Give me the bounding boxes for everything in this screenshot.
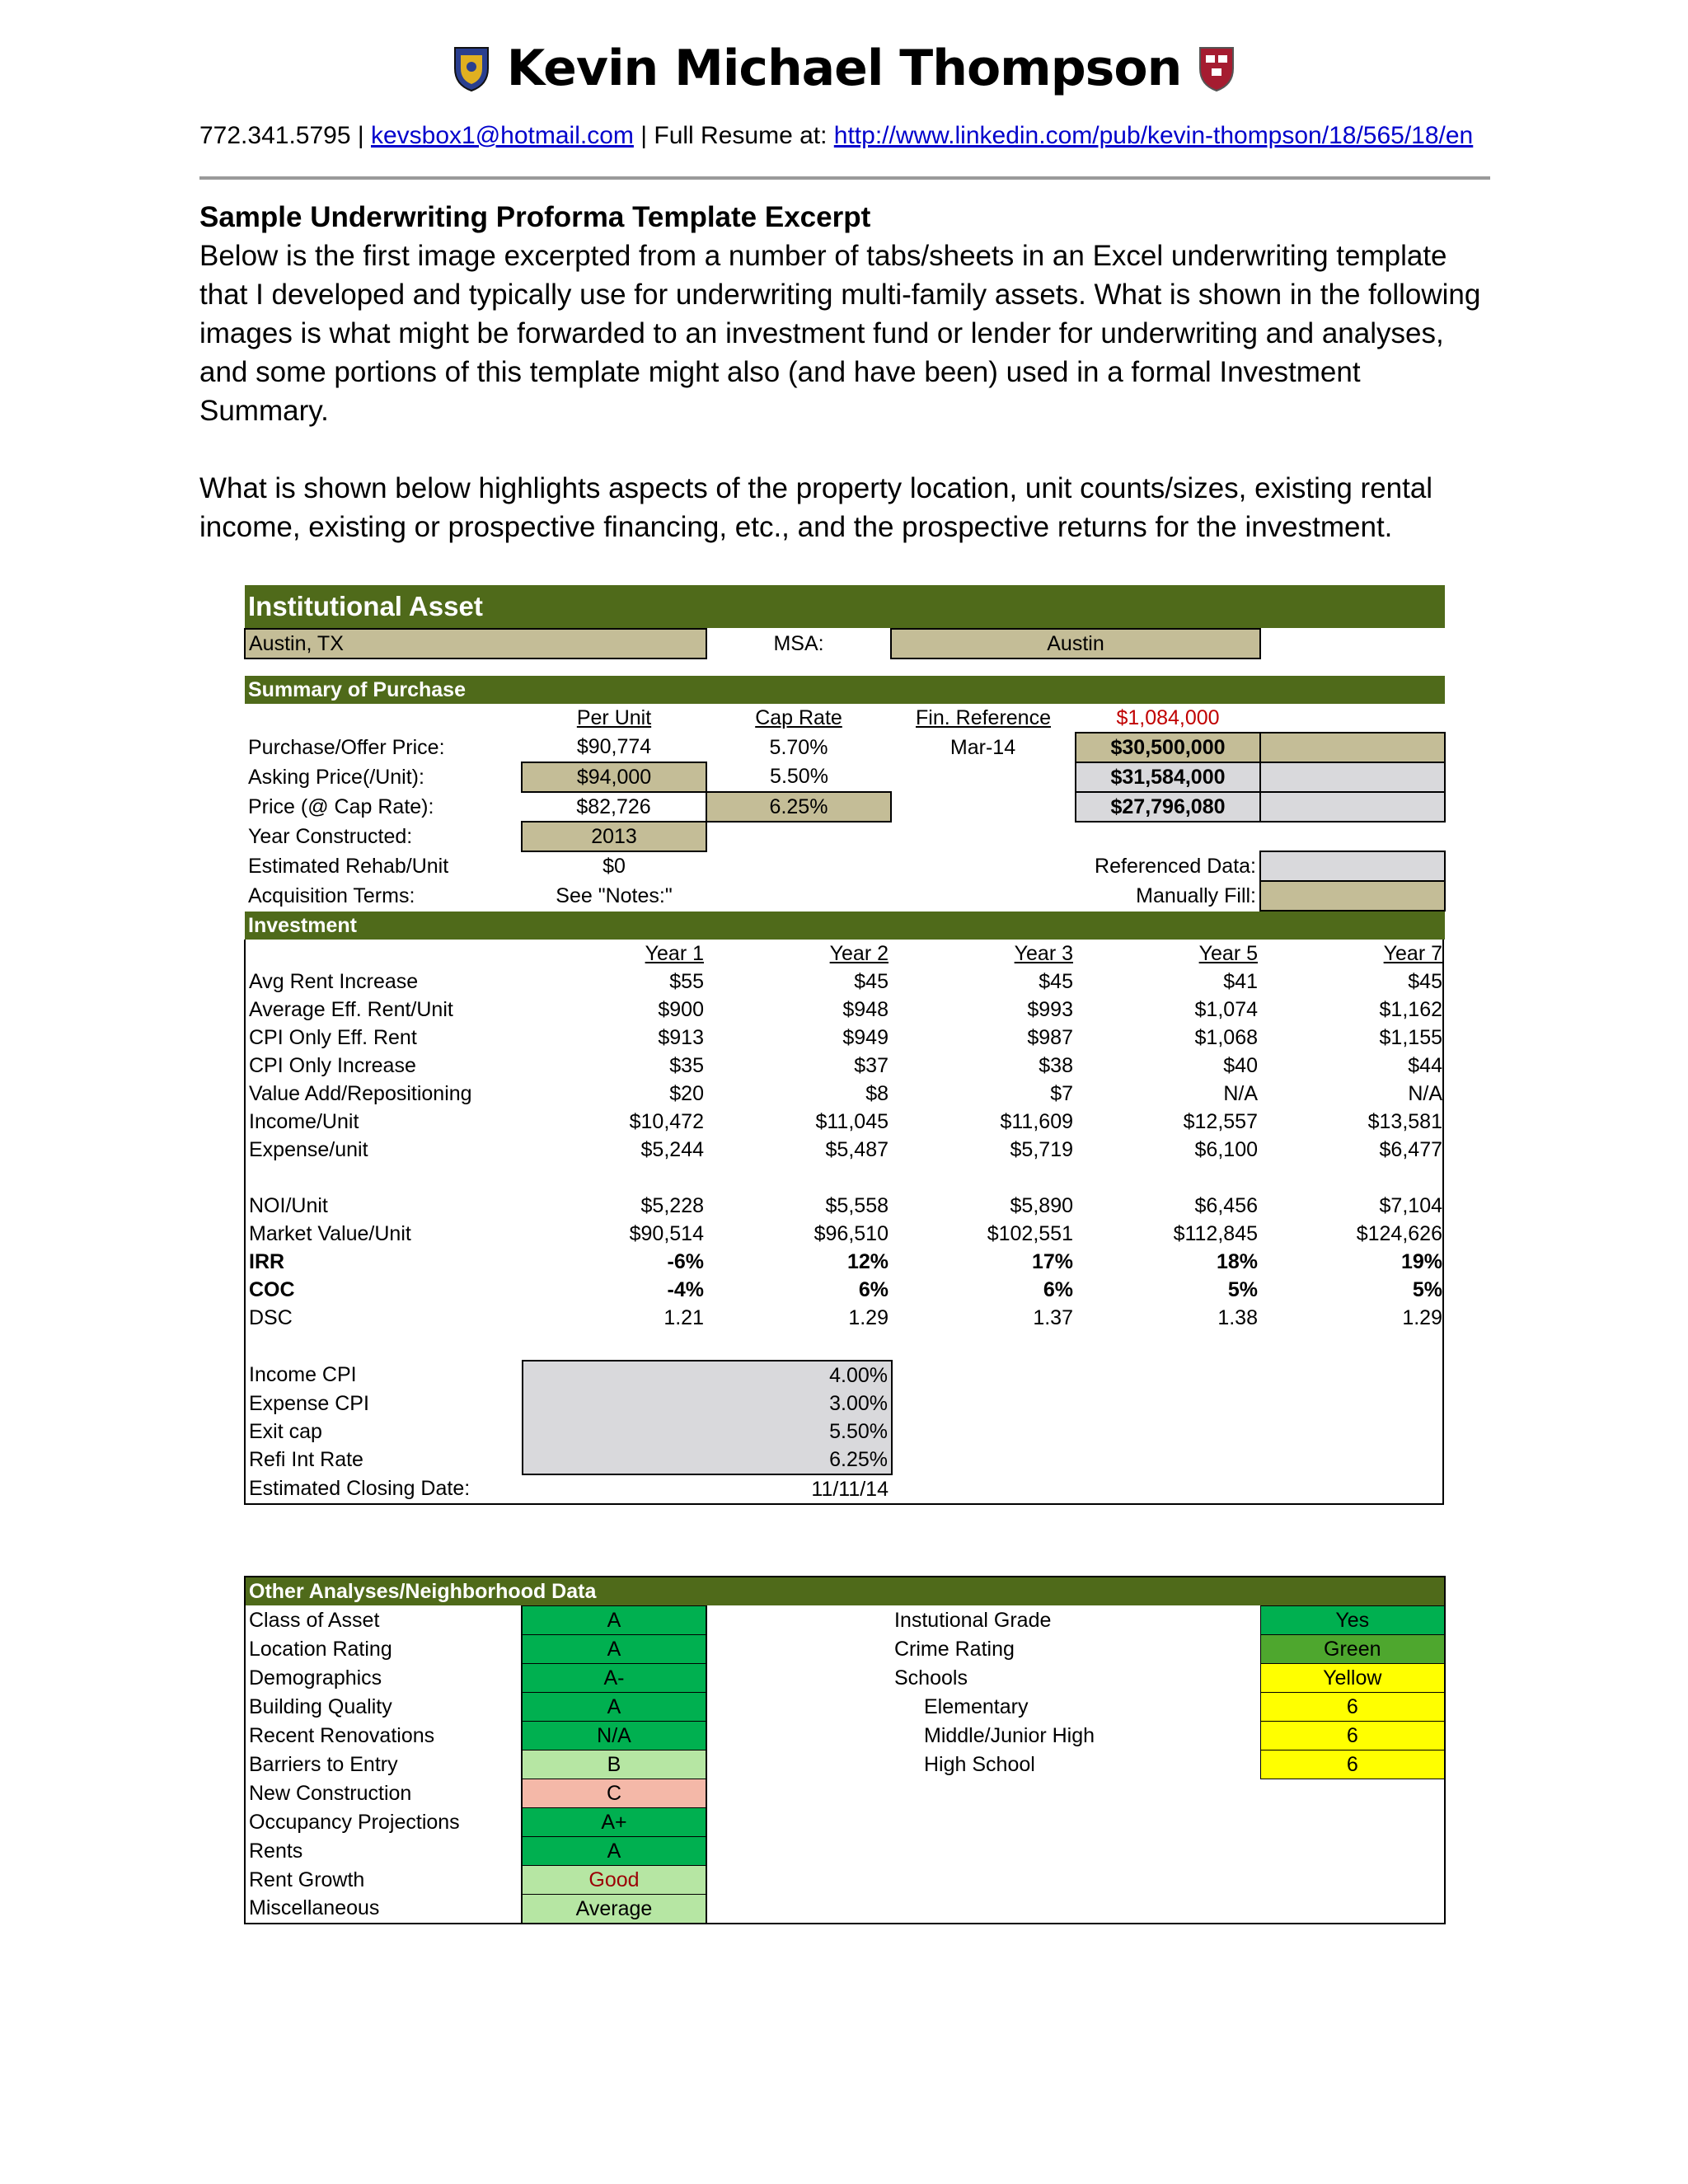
- row-label: Income/Unit: [249, 1109, 359, 1133]
- year-header-cell: Year 1: [645, 941, 704, 965]
- row-value: -4%: [667, 1277, 704, 1301]
- row-value: 1.37: [1033, 1305, 1073, 1329]
- assumption-value: 3.00%: [707, 1390, 892, 1418]
- phone: 772.341.5795: [199, 122, 351, 149]
- table-row: [245, 1606, 1445, 1635]
- separator: |: [350, 122, 371, 149]
- row-label: Avg Rent Increase: [249, 969, 419, 993]
- row-label: Average Eff. Rent/Unit: [249, 997, 453, 1021]
- table-row: [245, 1635, 1445, 1664]
- row-value: $20: [669, 1081, 704, 1105]
- table-row: [245, 1664, 1445, 1693]
- table-row: [246, 1220, 1446, 1248]
- empty-cell: [892, 1418, 1446, 1446]
- empty-cell: [891, 1837, 1445, 1866]
- row-value: $949: [842, 1025, 889, 1049]
- investment-title: Investment: [245, 911, 1445, 940]
- empty-cell: [891, 1808, 1445, 1837]
- row-value: N/A: [1408, 1081, 1442, 1105]
- ref-data-swatch: [1260, 851, 1445, 881]
- row-label: Location Rating: [249, 1637, 392, 1661]
- rating-value: A-: [522, 1664, 706, 1693]
- row-value: $96,510: [814, 1221, 889, 1245]
- asking-total: $31,584,000: [1076, 762, 1260, 792]
- empty-cell: [706, 1693, 891, 1722]
- year-header-cell: Year 3: [1014, 941, 1073, 965]
- row-value: $55: [669, 969, 704, 993]
- table-row: [246, 968, 1446, 996]
- row-value: $11,045: [815, 1109, 889, 1133]
- empty-cell: [706, 1606, 891, 1635]
- rating-value: N/A: [522, 1722, 706, 1750]
- intro-section: [199, 198, 1490, 546]
- row-label: Crime Rating: [894, 1637, 1015, 1661]
- manual-label: Manually Fill:: [1136, 883, 1256, 907]
- purchase-cap: 5.70%: [769, 735, 828, 759]
- year-header-cell: Year 5: [1198, 941, 1258, 965]
- separator: | Full Resume at:: [633, 122, 834, 149]
- table-row: [246, 1080, 1446, 1108]
- row-value: $5,487: [825, 1137, 889, 1161]
- row-value: $90,514: [629, 1221, 704, 1245]
- neighborhood-title: Other Analyses/Neighborhood Data: [245, 1577, 1445, 1606]
- row-value: 6%: [858, 1277, 889, 1301]
- neighborhood-table: [244, 1576, 1446, 1924]
- year-value: 2013: [522, 822, 706, 851]
- row-label: High School: [924, 1752, 1035, 1776]
- assumption-value: 4.00%: [707, 1361, 892, 1390]
- rating-value: 6: [1260, 1722, 1445, 1750]
- row-label: CPI Only Eff. Rent: [249, 1025, 417, 1049]
- email-link[interactable]: kevsbox1@hotmail.com: [370, 122, 634, 149]
- empty-cell: [706, 1866, 891, 1895]
- row-label: Expense/unit: [249, 1137, 368, 1161]
- row-value: $112,845: [1173, 1221, 1258, 1245]
- row-value: $12,557: [1183, 1109, 1258, 1133]
- row-label: Estimated Rehab/Unit: [248, 854, 449, 878]
- rating-value: A: [522, 1837, 706, 1866]
- row-value: $7: [1050, 1081, 1073, 1105]
- table-row: [246, 1052, 1446, 1080]
- row-label: CPI Only Increase: [249, 1053, 416, 1077]
- row-label: Building Quality: [249, 1694, 392, 1718]
- row-value: $102,551: [987, 1221, 1073, 1245]
- row-label: Income CPI: [249, 1363, 357, 1386]
- rating-value: A: [522, 1606, 706, 1635]
- empty-cell: [706, 1779, 891, 1808]
- row-value: $1,162: [1379, 997, 1442, 1021]
- row-label: Exit cap: [249, 1419, 322, 1443]
- row-value: 6%: [1043, 1277, 1073, 1301]
- row-value: $1,074: [1194, 997, 1258, 1021]
- row-value: $45: [1408, 969, 1442, 993]
- page-header: [0, 40, 1688, 97]
- asking-total-ext: [1260, 762, 1445, 792]
- empty-cell: [891, 762, 1076, 792]
- ref-data-label: Referenced Data:: [1095, 854, 1256, 878]
- empty-cell: [706, 1664, 891, 1693]
- empty-cell: [523, 1446, 707, 1474]
- row-value: 1.38: [1217, 1305, 1258, 1329]
- empty-cell: [706, 1837, 891, 1866]
- table-row: [245, 1693, 1445, 1722]
- table-row: [245, 1722, 1445, 1750]
- empty-cell: [523, 1418, 707, 1446]
- row-label: DSC: [249, 1305, 293, 1329]
- row-value: $13,581: [1367, 1109, 1442, 1133]
- row-label: Purchase/Offer Price:: [248, 735, 445, 759]
- summary-title: Summary of Purchase: [245, 676, 1445, 704]
- rehab-value: $0: [603, 855, 626, 878]
- row-value: $35: [669, 1053, 704, 1077]
- rating-value: Green: [1260, 1635, 1445, 1664]
- empty-cell: [706, 1750, 891, 1779]
- table-row: [245, 1837, 1445, 1866]
- row-value: $5,228: [640, 1193, 704, 1217]
- row-label: Rent Growth: [249, 1868, 365, 1891]
- row-label: Instutional Grade: [894, 1608, 1052, 1632]
- asking-cap: 5.50%: [770, 765, 828, 788]
- row-value: $913: [658, 1025, 704, 1049]
- row-value: $8: [865, 1081, 889, 1105]
- purchase-total-ext: [1260, 733, 1445, 762]
- row-value: $5,719: [1010, 1137, 1073, 1161]
- row-label: NOI/Unit: [249, 1193, 328, 1217]
- table-row: [246, 1192, 1446, 1220]
- table-row: [245, 1808, 1445, 1837]
- row-value: $5,244: [640, 1137, 704, 1161]
- capprice-cap: 6.25%: [706, 792, 891, 822]
- table-row: [246, 1304, 1446, 1332]
- empty-cell: [706, 1635, 891, 1664]
- row-value: $7,104: [1379, 1193, 1442, 1217]
- assumption-row: [246, 1390, 1446, 1418]
- row-value: 19%: [1400, 1249, 1442, 1273]
- purchase-total: $30,500,000: [1076, 733, 1260, 762]
- empty-cell: [706, 1722, 891, 1750]
- col-header-cap-rate: Cap Rate: [755, 706, 842, 729]
- row-value: $900: [658, 997, 704, 1021]
- capprice-total-ext: [1260, 792, 1445, 822]
- rating-value: A: [522, 1693, 706, 1722]
- row-value: $38: [1039, 1053, 1073, 1077]
- spacer: [246, 1332, 1446, 1361]
- university-crest-icon: [1196, 44, 1237, 93]
- row-label: Barriers to Entry: [249, 1752, 398, 1776]
- empty-cell: [706, 881, 1076, 911]
- row-label: Class of Asset: [249, 1608, 380, 1632]
- row-value: $10,472: [629, 1109, 704, 1133]
- empty-cell: [706, 851, 1076, 881]
- spacer: [245, 658, 1445, 676]
- capprice-total: $27,796,080: [1076, 792, 1260, 822]
- spacer: [246, 1164, 1446, 1192]
- empty-cell: [706, 1895, 891, 1924]
- row-label: Expense CPI: [249, 1391, 369, 1415]
- empty-cell: [891, 1866, 1445, 1895]
- assumption-row: [246, 1418, 1446, 1446]
- rating-value: 6: [1260, 1750, 1445, 1779]
- row-value: 5%: [1227, 1277, 1258, 1301]
- empty-cell: [1260, 629, 1445, 658]
- closing-value: 11/11/14: [811, 1477, 889, 1501]
- capprice-per-unit: $82,726: [576, 794, 651, 818]
- row-value: 1.29: [848, 1305, 889, 1329]
- row-value: $993: [1027, 997, 1073, 1021]
- year-header-row: [246, 940, 1446, 968]
- terms-value: See "Notes:": [556, 883, 673, 907]
- table-row: [246, 1108, 1446, 1136]
- assumption-value: 5.50%: [707, 1418, 892, 1446]
- returns-rows: [246, 1192, 1446, 1332]
- empty-cell: [891, 1779, 1445, 1808]
- neighborhood-sheet: [244, 1576, 1444, 1924]
- row-label: Middle/Junior High: [924, 1723, 1095, 1747]
- rating-value: Average: [522, 1895, 706, 1924]
- empty-cell: [891, 792, 1076, 822]
- row-value: 17%: [1031, 1249, 1073, 1273]
- year-header-cell: Year 2: [829, 941, 889, 965]
- row-value: $40: [1223, 1053, 1258, 1077]
- empty-cell: [245, 704, 522, 733]
- row-label: Value Add/Repositioning: [249, 1081, 472, 1105]
- purchase-per-unit: $90,774: [576, 735, 652, 758]
- row-label: IRR: [249, 1249, 285, 1273]
- row-value: 18%: [1216, 1249, 1258, 1273]
- empty-cell: [706, 822, 1445, 851]
- row-label: Refi Int Rate: [249, 1448, 363, 1471]
- year-header: [246, 940, 1446, 968]
- table-row: [246, 996, 1446, 1024]
- empty-cell: [892, 1361, 1446, 1390]
- shield-crest-icon: [451, 44, 492, 93]
- sheet-title: Institutional Asset: [245, 585, 1445, 629]
- rating-value: 6: [1260, 1693, 1445, 1722]
- location-cell: Austin, TX: [245, 629, 706, 658]
- row-value: 1.21: [663, 1305, 704, 1329]
- empty-cell: [892, 1390, 1446, 1418]
- rating-value: Yes: [1260, 1606, 1445, 1635]
- row-value: $1,155: [1379, 1025, 1442, 1049]
- row-value: $41: [1223, 969, 1258, 993]
- row-value: $6,100: [1194, 1137, 1258, 1161]
- row-value: 1.29: [1402, 1305, 1442, 1329]
- row-value: $37: [854, 1053, 889, 1077]
- empty-cell: [706, 1808, 891, 1837]
- row-value: $6,456: [1194, 1193, 1258, 1217]
- empty-cell: [892, 1474, 1446, 1503]
- row-label: Demographics: [249, 1666, 382, 1690]
- empty-cell: [1260, 704, 1445, 733]
- contact-line: [199, 122, 1473, 150]
- row-value: $11,609: [1000, 1109, 1073, 1133]
- row-value: $45: [1039, 969, 1073, 993]
- msa-label: MSA:: [773, 631, 824, 655]
- table-row: [246, 1024, 1446, 1052]
- rating-value: B: [522, 1750, 706, 1779]
- row-label: Occupancy Projections: [249, 1810, 460, 1834]
- row-label: Market Value/Unit: [249, 1221, 411, 1245]
- table-row: [246, 1248, 1446, 1276]
- row-value: $6,477: [1379, 1137, 1442, 1161]
- assumption-row: [246, 1361, 1446, 1390]
- empty-cell: [246, 940, 523, 968]
- underwriting-table: [244, 585, 1446, 940]
- empty-cell: [523, 1474, 707, 1503]
- rating-value: Yellow: [1260, 1664, 1445, 1693]
- page-title: Kevin Michael Thompson: [506, 40, 1182, 97]
- row-value: $1,068: [1194, 1025, 1258, 1049]
- row-value: $5,558: [825, 1193, 889, 1217]
- rating-value: C: [522, 1779, 706, 1808]
- table-row: [245, 1779, 1445, 1808]
- resume-link[interactable]: http://www.linkedin.com/pub/kevin-thompson/18/565/18/en: [833, 122, 1474, 149]
- col-header-fin-ref: Fin. Reference: [916, 706, 1051, 729]
- assumption-rows: [246, 1361, 1446, 1474]
- empty-cell: [523, 1390, 707, 1418]
- row-value: $44: [1408, 1053, 1442, 1077]
- row-label: Recent Renovations: [249, 1723, 435, 1747]
- empty-cell: [892, 1446, 1446, 1474]
- row-value: $45: [854, 969, 889, 993]
- row-value: $5,890: [1010, 1193, 1073, 1217]
- row-label: Rents: [249, 1839, 303, 1863]
- row-label: Schools: [894, 1666, 968, 1690]
- asking-per-unit: $94,000: [522, 762, 706, 792]
- underwriting-sheet: [244, 585, 1444, 1505]
- row-label: Estimated Closing Date:: [249, 1477, 471, 1500]
- investment-table: [246, 940, 1446, 1503]
- divider: [199, 176, 1490, 180]
- row-value: $124,626: [1356, 1221, 1442, 1245]
- row-value: $987: [1027, 1025, 1073, 1049]
- row-value: -6%: [667, 1249, 704, 1273]
- neighborhood-rows: [245, 1606, 1445, 1924]
- row-value: 12%: [846, 1249, 889, 1273]
- assumption-row: [246, 1446, 1446, 1474]
- row-label: New Construction: [249, 1781, 412, 1805]
- top-value: $1,084,000: [1116, 705, 1220, 729]
- rating-value: Good: [522, 1866, 706, 1895]
- year-header-cell: Year 7: [1383, 941, 1442, 965]
- row-label: Miscellaneous: [249, 1896, 380, 1920]
- table-row: [245, 1750, 1445, 1779]
- investment-rows: [246, 968, 1446, 1164]
- row-label: Elementary: [924, 1694, 1029, 1718]
- col-header-per-unit: Per Unit: [576, 706, 652, 729]
- table-row: [245, 1895, 1445, 1924]
- empty-cell: [891, 1895, 1445, 1924]
- section-heading: Sample Underwriting Proforma Template Excerpt: [199, 201, 871, 233]
- manual-swatch: [1260, 881, 1445, 911]
- empty-cell: [523, 1361, 707, 1390]
- row-label: Asking Price(/Unit):: [248, 765, 424, 789]
- row-label: Price (@ Cap Rate):: [248, 794, 434, 818]
- row-label: COC: [249, 1277, 295, 1301]
- table-row: [246, 1136, 1446, 1164]
- intro-paragraph: What is shown below highlights aspects of the property location, unit counts/sizes, existing rental income, existing or prospective financing, etc., and the prospective returns for the investment.: [199, 472, 1433, 543]
- investment-body: [244, 940, 1444, 1505]
- table-row: [246, 1276, 1446, 1304]
- row-value: N/A: [1223, 1081, 1258, 1105]
- table-row: [245, 1866, 1445, 1895]
- row-label: Acquisition Terms:: [248, 883, 415, 907]
- rating-value: A: [522, 1635, 706, 1664]
- rating-value: A+: [522, 1808, 706, 1837]
- intro-paragraph: Below is the first image excerpted from a number of tabs/sheets in an Excel underwriting template that I developed and typically use for underwriting multi-family assets. What is shown in the following images is what might be forwarded to an investment fund or lender for underwriting and analyses, and some portions of this template might also (and have been) used in a formal Investment Summary.: [199, 240, 1481, 427]
- assumption-value: 6.25%: [707, 1446, 892, 1474]
- row-value: $948: [842, 997, 889, 1021]
- row-value: 5%: [1412, 1277, 1442, 1301]
- msa-value: Austin: [891, 629, 1260, 658]
- row-label: Year Constructed:: [248, 824, 413, 848]
- purchase-fin: Mar-14: [950, 735, 1016, 759]
